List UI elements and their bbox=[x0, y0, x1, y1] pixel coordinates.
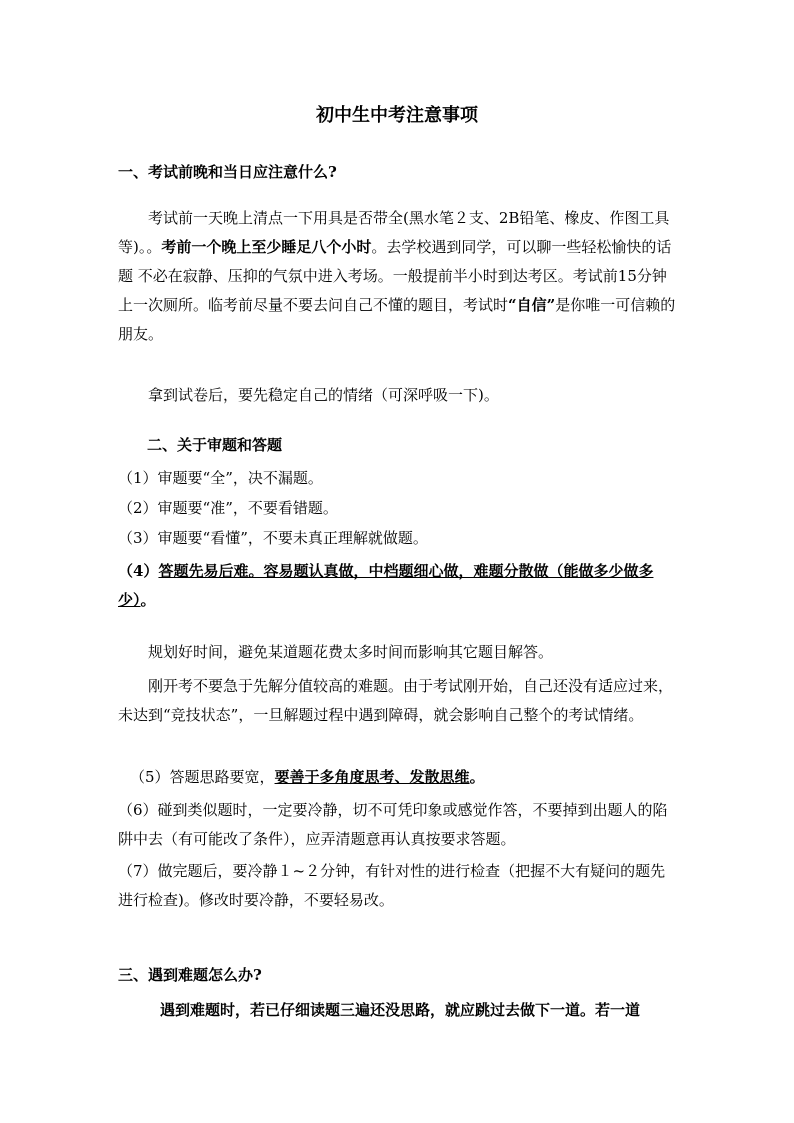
item4-underlined: 答题先易后难。容易题认真做，中档题细心做，难题分散做（能做多少做多少） bbox=[118, 562, 654, 609]
item5-underlined: 要善于多角度思考、发散思维 bbox=[274, 768, 470, 786]
section-2-item-7: （7）做完题后，要冷静１~２分钟，有针对性的进行检查（把握不大有疑问的题先进行检查)。修改时要冷静，不要轻易改。 bbox=[118, 862, 666, 909]
section-2-item-4 bbox=[118, 557, 678, 615]
section-2-item-2: （2）审题要“准”，不要看错题。 bbox=[118, 499, 338, 517]
section-1-paragraph-1 bbox=[118, 204, 678, 349]
section-2-item-6: （6）碰到类似题时，一定要冷静，切不可凭印象或感觉作答，不要掉到出题人的陷阱中去（有可能改了条件），应弄清题意再认真按要求答题。 bbox=[118, 801, 668, 848]
section-3-heading: 三、遇到难题怎么办? bbox=[118, 966, 262, 984]
section-2-start-paragraph: 刚开考不要急于先解分值较高的难题。由于考试刚开始，自己还没有适应过来，未达到“竞技状态”，一旦解题过程中遇到障碍，就会影响自己整个的考试情绪。 bbox=[118, 677, 674, 724]
section-3-paragraph-1: 遇到难题时，若已仔细读题三遍还没思路，就应跳过去做下一道。若一道 bbox=[160, 1001, 641, 1019]
para1-text-2: 。去学校遇到同学，可以聊一些轻松愉快的话题 不必在寂静、压抑的气氛中进入考场。一般提前半小时到达考区。考试前15分钟上一次厕所。临考前尽量不要去问自己不懂的题目，考试时 bbox=[118, 238, 672, 314]
section-2-heading: 二、关于审题和答题 bbox=[147, 436, 283, 454]
item4-prefix: （4） bbox=[118, 562, 159, 580]
page-title: 初中生中考注意事项 bbox=[316, 105, 478, 126]
section-2-item-1: （1）审题要“全”，决不漏题。 bbox=[118, 469, 323, 487]
section-2-plan-paragraph: 规划好时间，避免某道题花费太多时间而影响其它题目解答。 bbox=[148, 643, 554, 661]
para1-bold-sleep: 考前一个晚上至少睡足八个小时 bbox=[161, 238, 372, 256]
para1-text-1: 考试前一天晚上清点一下用具是否带全(黑水笔２支、2B铅笔、橡皮、作图工具等)。。 bbox=[118, 209, 670, 256]
section-2-item-3: （3）审题要“看懂”，不要未真正理解就做题。 bbox=[118, 529, 428, 547]
item5-end: 。 bbox=[469, 768, 485, 786]
para1-text-3: 是你唯一可信赖的朋友。 bbox=[118, 296, 676, 343]
item4-end: 。 bbox=[140, 591, 156, 609]
section-1-paragraph-2: 拿到试卷后，要先稳定自己的情绪（可深呼吸一下)。 bbox=[148, 386, 499, 404]
para1-bold-confidence: “自信” bbox=[508, 296, 556, 314]
section-1-heading: 一、考试前晚和当日应注意什么? bbox=[118, 163, 337, 181]
item5-prefix: （5）答题思路要宽， bbox=[130, 768, 275, 786]
section-2-item-5 bbox=[130, 763, 678, 792]
